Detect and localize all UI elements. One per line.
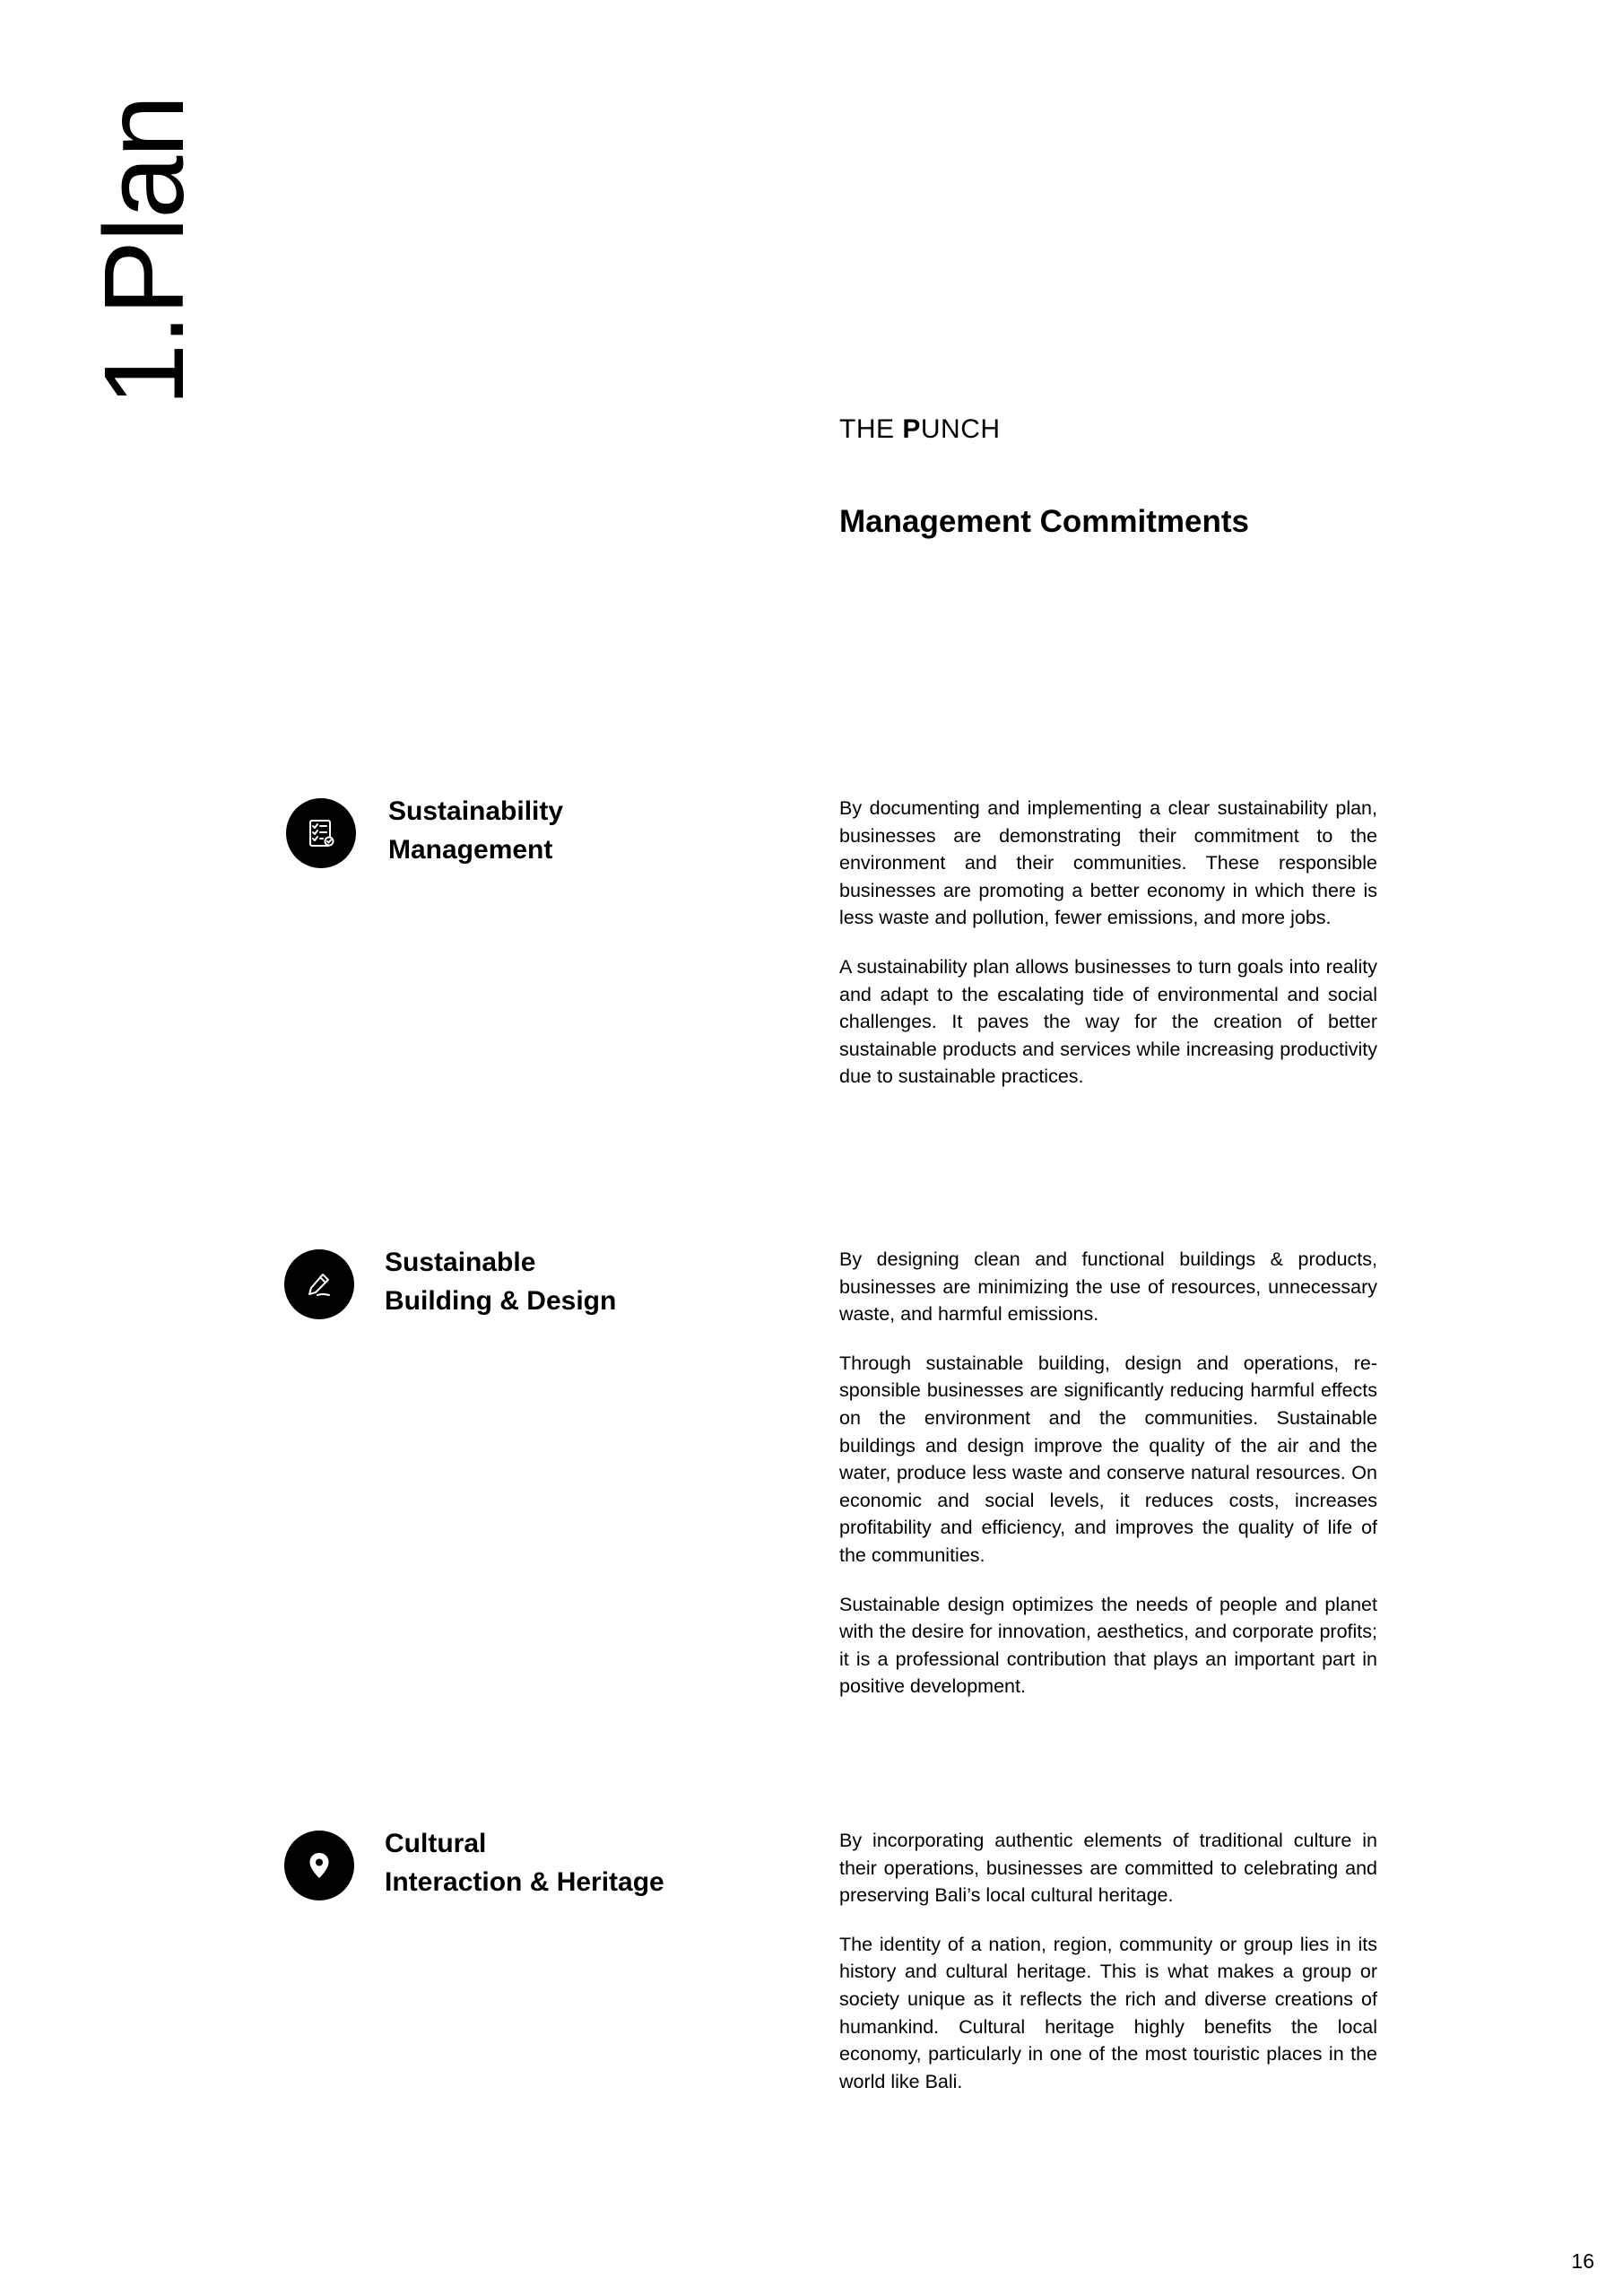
body-paragraph: Sustainable design optimizes the needs of people and planet with the desire for innovation, aesthetics, and corporate profits; it is a professional contribution that plays an important part in positive development. <box>839 1593 1377 1698</box>
kicker-first: THE <box>839 414 903 444</box>
section-body-sustainable-building-design <box>839 1246 1377 1722</box>
section-title-sustainability-management <box>388 792 563 869</box>
section-body-sustainability-management <box>839 795 1377 1112</box>
section-body-cultural-interaction-heritage <box>839 1827 1377 2117</box>
page-title: Management Commitments <box>839 504 1250 539</box>
chapter-label: 1.Plan <box>81 96 207 406</box>
body-paragraph: By incorporating authentic elements of traditional culture in their operations, businesses are committed to celebrating and preserving Bali’s local cultural heritage. <box>839 1830 1377 1907</box>
body-paragraph: Through sustainable building, design and operations, responsible businesses are significantly reducing harmful effects on the environment and the communities. Sustainable buildings and design improve the quality of the air and the water, produce less waste and conserve natural resources. On economic and social levels, it reduces costs, increases profitability and efficiency, and improves the quality of life of the communities. <box>839 1352 1377 1566</box>
section-title-line2: Building & Design <box>385 1286 617 1316</box>
section-kicker <box>839 414 1001 445</box>
section-title-line1: Cultural <box>385 1829 487 1858</box>
section-title-line2: Interaction & Heritage <box>385 1867 664 1897</box>
section-title-cultural-interaction-heritage <box>385 1824 664 1901</box>
location-pin-icon <box>284 1831 354 1900</box>
kicker-rest: UNCH <box>920 414 1001 444</box>
section-title-line1: Sustainable <box>385 1248 536 1277</box>
pencil-icon <box>284 1249 354 1319</box>
section-title-line2: Management <box>388 835 553 865</box>
kicker-bold: P <box>902 414 921 444</box>
page-number: 16 <box>1571 2249 1594 2273</box>
body-paragraph: A sustainability plan allows businesses to turn goals into reality and adapt to the escalating tide of environmental and social challenges. It paves the way for the creation of better sustainable products and services while increasing productivity due to sustainable practices. <box>839 955 1377 1088</box>
section-title-line1: Sustainability <box>388 796 564 826</box>
body-paragraph: By documenting and implementing a clear sustainability plan, businesses are demonstrating their commitment to the environment and their communities. These responsible businesses are promoting a better economy in which there is less waste and pollution, fewer emissions, and more jobs. <box>839 797 1377 929</box>
checklist-icon <box>286 798 356 868</box>
body-paragraph: The identity of a nation, region, community or group lies in its history and cultural heritage. This is what makes a group or society unique as it reflects the rich and diverse creations of humankind. Cultural heritage highly benefits the local economy, particularly in one of the most touristic places in the world like Bali. <box>839 1933 1377 2092</box>
section-title-sustainable-building-design <box>385 1243 616 1320</box>
body-paragraph: By designing clean and functional buildings & products, businesses are minimizing the use of resources, unnecessary waste, and harmful emissions. <box>839 1248 1377 1326</box>
